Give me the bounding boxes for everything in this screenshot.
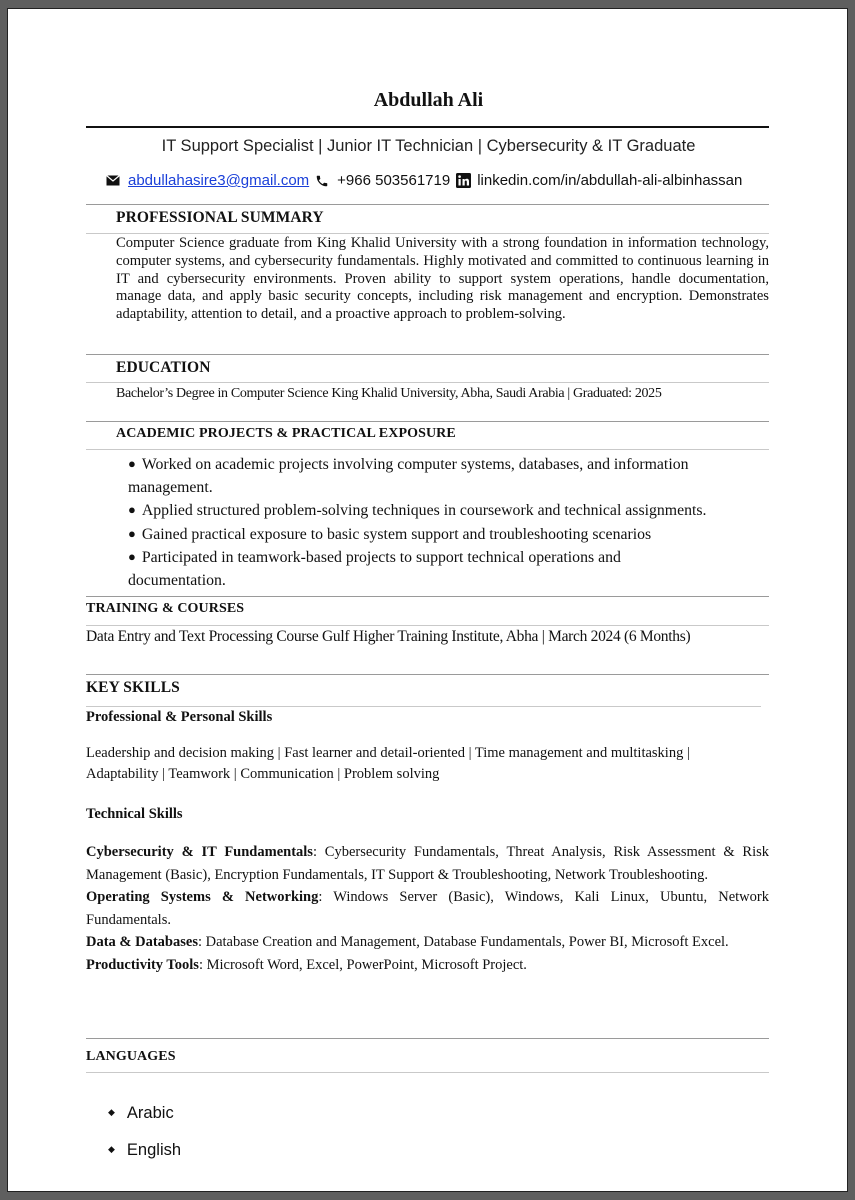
- languages-divider-top: [86, 1038, 769, 1039]
- skills-divider-top: [86, 674, 769, 675]
- projects-title: ACADEMIC PROJECTS & PRACTICAL EXPOSURE: [116, 426, 456, 441]
- personal-skills-title: Professional & Personal Skills: [86, 709, 273, 725]
- list-item: ● Applied structured problem-solving techniques in coursework and technical assignments.: [128, 502, 707, 519]
- summary-text: Computer Science graduate from King Khalid University with a strong foundation in information technology, computer systems, and cybersecurity fundamentals. Highly motivated and committed to continuous learning in IT and cybersecurity environments. Proven ability to support system operations, handle documentation, manage data, and apply basic security concepts, including risk management and encryption. Demonstrates adaptability, attention to detail, and a proactive approach to problem-solving.: [116, 235, 769, 323]
- languages-divider-bottom: [86, 1072, 769, 1073]
- training-title: TRAINING & COURSES: [86, 601, 245, 616]
- list-item: ◆ Arabic: [108, 1104, 174, 1122]
- list-item: ● Gained practical exposure to basic system support and troubleshooting scenarios: [128, 525, 652, 543]
- list-item: ● Worked on academic projects involving computer systems, databases, and information management.: [128, 456, 689, 496]
- skills-title: KEY SKILLS: [86, 679, 180, 696]
- skill-entry: Productivity Tools: Microsoft Word, Excel, PowerPoint, Microsoft Project.: [86, 956, 527, 973]
- headline: IT Support Specialist | Junior IT Technician | Cybersecurity & IT Graduate: [161, 137, 696, 155]
- skill-entry: Cybersecurity & IT Fundamentals: Cybersecurity Fundamentals, Threat Analysis, Risk Assessment & Risk Management (Basic), Encryption Fundamentals, IT Support & Troubleshooting, Network Troubleshooting.: [86, 844, 769, 883]
- phone-number: +966 503561719: [337, 172, 451, 189]
- summary-divider-bottom: [86, 233, 769, 234]
- projects-divider-top: [86, 421, 769, 422]
- skill-entry: Data & Databases: Database Creation and Management, Database Fundamentals, Power BI, Microsoft Excel.: [86, 934, 729, 950]
- technical-skills-title: Technical Skills: [86, 806, 183, 822]
- summary-title: PROFESSIONAL SUMMARY: [116, 209, 324, 226]
- linkedin-icon: [456, 173, 471, 188]
- diamond-bullet-icon: ◆: [108, 1144, 115, 1154]
- candidate-name: Abdullah Ali: [373, 89, 484, 111]
- diamond-bullet-icon: ◆: [108, 1107, 115, 1117]
- linkedin-link[interactable]: linkedin.com/in/abdullah-ali-albinhassan: [477, 172, 743, 189]
- training-divider-top: [86, 596, 769, 597]
- personal-skills-line-1: Leadership and decision making | Fast learner and detail-oriented | Time management and multitasking |: [86, 745, 690, 761]
- languages-title: LANGUAGES: [86, 1049, 176, 1064]
- technical-skills-list: [86, 841, 769, 976]
- education-divider-bottom: [86, 382, 769, 383]
- header-divider: [86, 126, 769, 128]
- training-divider-bottom: [86, 625, 769, 626]
- personal-skills-line-2: Adaptability | Teamwork | Communication | Problem solving: [86, 766, 440, 782]
- education-divider-top: [86, 354, 769, 355]
- skills-divider-bottom: [86, 706, 761, 707]
- education-text: Bachelor’s Degree in Computer Science King Khalid University, Abha, Saudi Arabia | Graduated: 2025: [116, 386, 662, 401]
- phone-icon: [315, 174, 329, 188]
- list-item: ● Participated in teamwork-based projects to support technical operations and documentation.: [128, 549, 621, 589]
- training-text: Data Entry and Text Processing Course Gulf Higher Training Institute, Abha | March 2024 (6 Months): [86, 628, 691, 645]
- email-link[interactable]: abdullahasire3@gmail.com: [128, 172, 310, 189]
- list-item: ◆ English: [108, 1141, 182, 1159]
- envelope-icon: [106, 175, 120, 186]
- languages-list: [108, 1094, 181, 1168]
- education-title: EDUCATION: [116, 359, 211, 376]
- projects-list: [128, 453, 788, 592]
- skill-entry: Operating Systems & Networking: Windows Server (Basic), Windows, Kali Linux, Ubuntu, Network Fundamentals.: [86, 889, 769, 928]
- resume-page: [7, 8, 848, 1192]
- contact-line: [106, 172, 742, 189]
- summary-divider-top: [86, 204, 769, 205]
- projects-divider-bottom: [86, 449, 769, 450]
